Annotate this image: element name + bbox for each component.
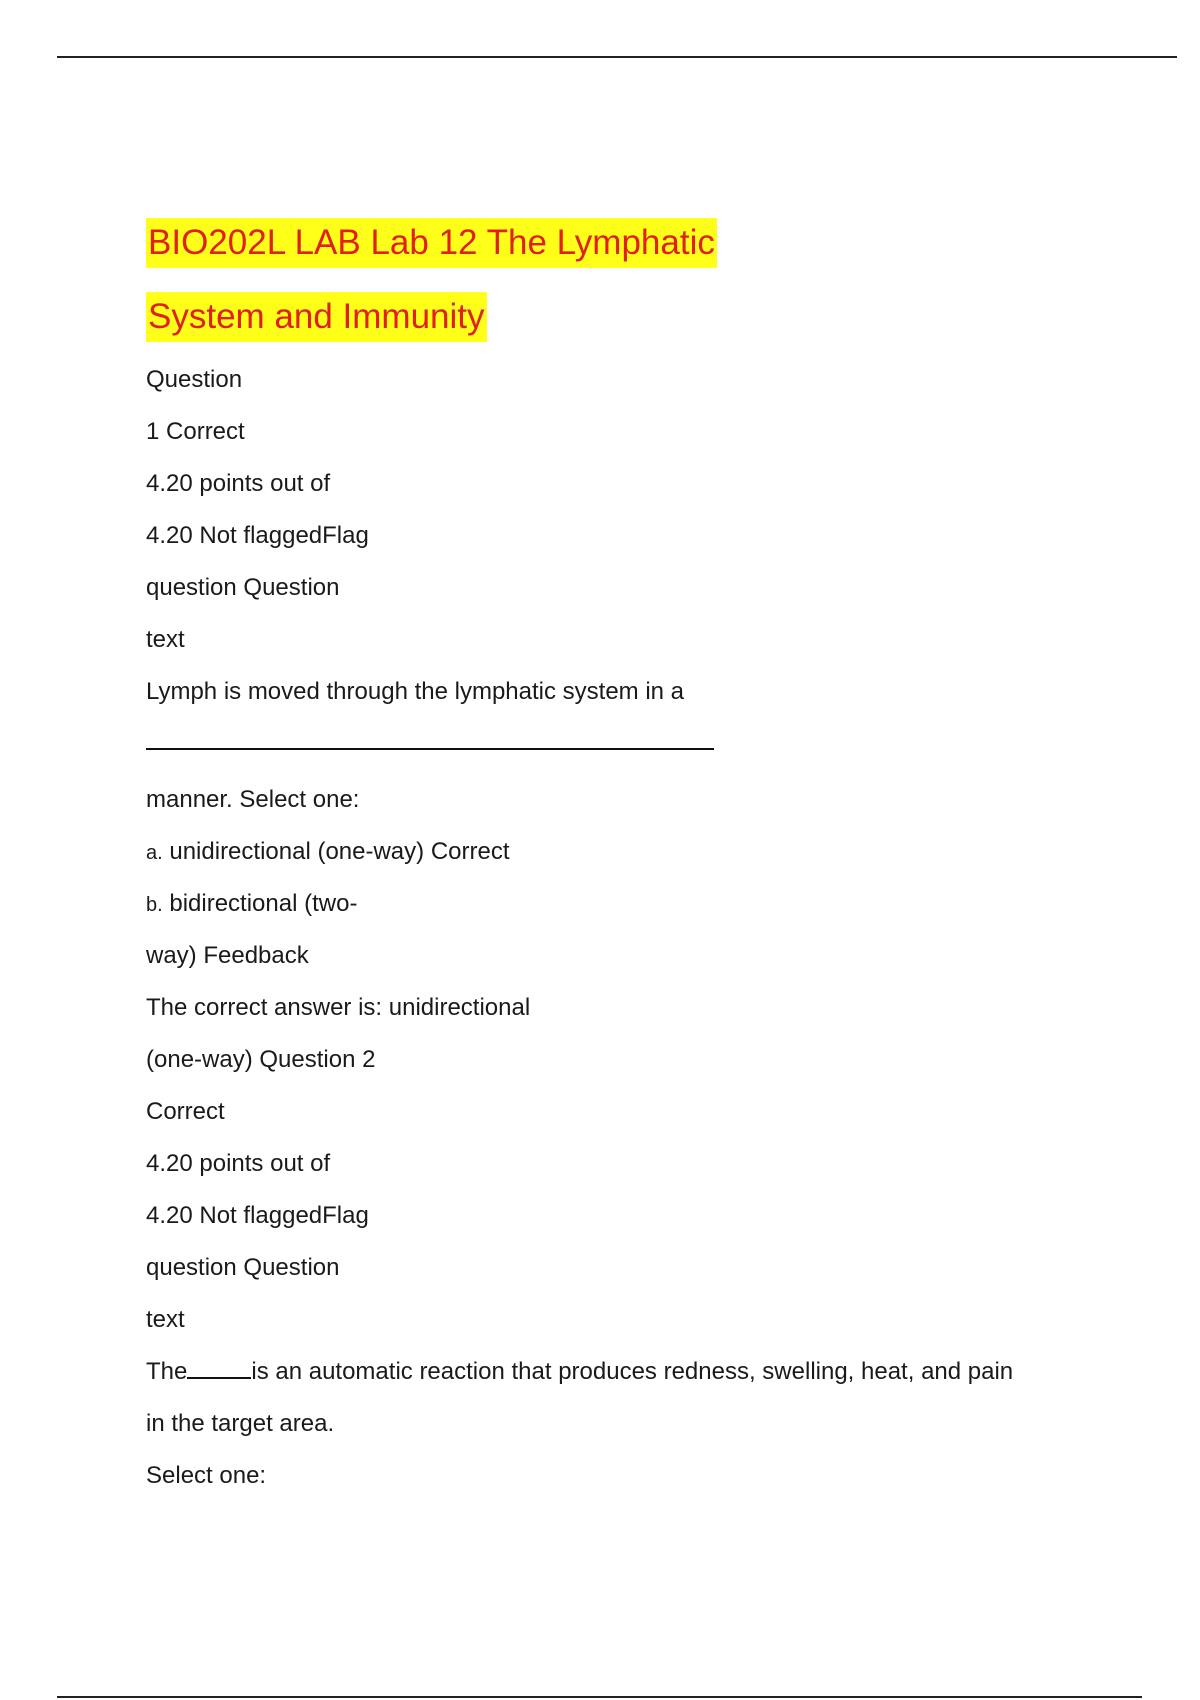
q1-option-b-text: bidirectional (two- — [162, 890, 358, 917]
q2-select-one: Select one: — [146, 1462, 267, 1489]
q1-option-a — [146, 826, 1106, 878]
q2-blank — [187, 1359, 251, 1379]
q2-flag-text: question Question — [146, 1254, 340, 1281]
q1-text-label: text — [146, 626, 185, 653]
q1-answer: The correct answer is: unidirectional — [146, 994, 531, 1021]
q1-option-a-letter: a. — [146, 842, 163, 864]
q1-label: Question — [146, 366, 243, 393]
title-row-2 — [146, 292, 1106, 342]
q1-option-a-text: unidirectional (one-way) Correct — [162, 838, 510, 865]
q1-prompt: Lymph is moved through the lymphatic system in a — [146, 678, 685, 705]
q1-blank-line — [146, 748, 714, 750]
title-row-1 — [146, 218, 1106, 268]
q1-option-b-letter: b. — [146, 894, 163, 916]
q2-prompt — [146, 1346, 1106, 1398]
q1-flag-text: question Question — [146, 574, 340, 601]
bottom-rule — [57, 1696, 1142, 1698]
document-content — [146, 218, 1106, 1502]
q1-status: 1 Correct — [146, 418, 245, 445]
q1-option-b — [146, 878, 1106, 930]
q2-prompt-start: The — [146, 1358, 188, 1385]
q1-points: 4.20 points out of — [146, 470, 331, 497]
q1-points-flag: 4.20 Not flaggedFlag — [146, 522, 369, 549]
top-rule — [57, 56, 1177, 58]
q2-text-label: text — [146, 1306, 185, 1333]
q2-points: 4.20 points out of — [146, 1150, 331, 1177]
document-title-line-1: BIO202L LAB Lab 12 The Lymphatic — [146, 218, 717, 268]
q2-points-flag: 4.20 Not flaggedFlag — [146, 1202, 369, 1229]
q2-status: Correct — [146, 1098, 225, 1125]
q2-prompt-continued: in the target area. — [146, 1410, 335, 1437]
q1-prompt-continued: manner. Select one: — [146, 786, 360, 813]
document-title-line-2: System and Immunity — [146, 292, 487, 342]
q2-prompt-end: is an automatic reaction that produces redness, swelling, heat, and pain — [251, 1358, 1014, 1385]
q1-option-b-continued: way) Feedback — [146, 942, 309, 969]
q1-answer-continued: (one-way) Question 2 — [146, 1046, 376, 1073]
